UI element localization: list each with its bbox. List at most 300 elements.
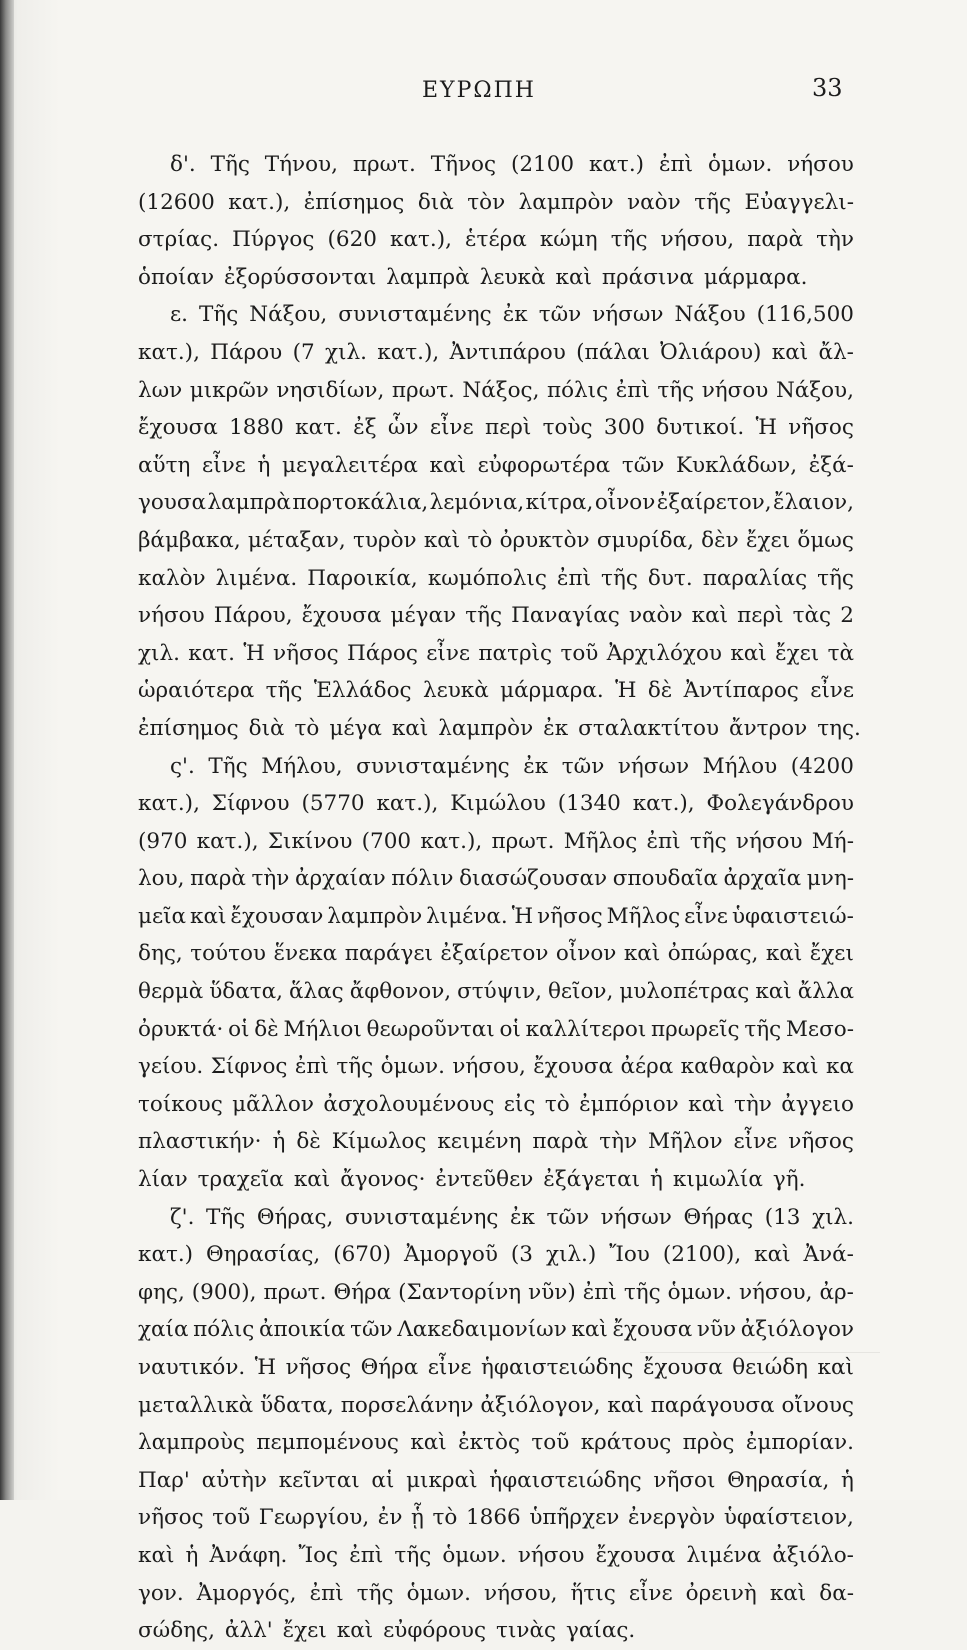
word: κατ.), — [632, 791, 695, 817]
word: μεγαλειτέρα — [282, 452, 418, 478]
word: ἐπὶ — [658, 152, 694, 177]
word: ἐξορύσσονται — [224, 264, 377, 290]
word: καὶ — [336, 1618, 374, 1644]
word: μέγα — [329, 715, 382, 741]
word: δὲ — [647, 678, 673, 704]
word: τοίκους — [138, 1091, 223, 1117]
text-line — [138, 710, 861, 748]
word: τὴν — [816, 227, 854, 253]
word: λαμπρὰ — [386, 264, 470, 290]
word: ὁμων. — [380, 1054, 445, 1080]
text-line — [138, 898, 854, 936]
word: παραλίας — [702, 565, 808, 591]
word: καὶ — [293, 1167, 331, 1193]
word: Κίμωλος — [331, 1129, 427, 1155]
word: πορτοκάλια, — [292, 490, 429, 516]
word: καὶ — [138, 1542, 175, 1568]
word: Ἡ — [755, 415, 777, 441]
word: κατ.), — [138, 339, 200, 365]
word: Ὀλιάρου) — [660, 339, 762, 365]
bleed-through-shadow — [640, 1352, 880, 1393]
word: ἐπὶ — [349, 1542, 384, 1568]
word: Νάξου, — [249, 302, 328, 328]
word: ἔχει — [745, 527, 791, 553]
text-line — [138, 522, 854, 560]
word: νήσου — [701, 377, 769, 403]
word: νῦν — [696, 1317, 737, 1343]
word: τοὺς — [542, 415, 593, 441]
word: τῶν — [561, 753, 605, 779]
word: ὀρεινὴ — [685, 1580, 757, 1606]
word: ἑτέρα — [465, 227, 527, 253]
word: γουσα — [138, 490, 207, 516]
word: νήσου, — [738, 1279, 813, 1305]
word: τούτου — [190, 941, 267, 967]
word: ᾗ — [411, 1505, 424, 1531]
word: Ἑλλάδος — [313, 678, 412, 704]
page-header — [0, 72, 967, 112]
word: κατ.), — [138, 791, 200, 817]
word: νῆσος — [788, 415, 854, 441]
text-line — [138, 447, 854, 485]
word: Τῆς — [208, 753, 248, 779]
word: ὀπώρας, — [667, 941, 759, 967]
word: οἱ — [499, 1016, 521, 1042]
text-line — [138, 484, 854, 522]
word: (2100 — [510, 152, 575, 177]
word: ἀρχαίαν — [294, 866, 386, 892]
word: Τῆς — [210, 152, 250, 177]
word: νήσου, — [452, 1054, 526, 1080]
word: Ἀνά- — [803, 1242, 854, 1268]
word: ἐπίσημος — [303, 189, 405, 215]
word: καὶ — [691, 603, 729, 629]
word: Θηρασίας, — [206, 1242, 321, 1268]
word: πεμπομένους — [256, 1430, 399, 1456]
word: παράγει — [344, 941, 433, 967]
word: λαμπρὰ — [207, 490, 291, 516]
word: καὶ — [782, 1054, 819, 1080]
word: σπουδαῖα — [612, 866, 718, 892]
word: χιλ.) — [545, 1242, 597, 1268]
text-line — [138, 1123, 854, 1161]
word: νήσου — [138, 603, 205, 629]
word: καλλίτεροι — [525, 1016, 647, 1042]
text-line — [138, 1575, 854, 1613]
word: ς'. — [170, 753, 195, 779]
word: ζ'. — [170, 1204, 195, 1230]
word: δα- — [819, 1580, 854, 1606]
word: μικρῶν — [189, 377, 269, 403]
word: νῆσος — [273, 640, 339, 666]
word: πλαστικήν· — [138, 1129, 262, 1155]
word: της. — [817, 715, 861, 741]
word: εὐφόρους — [383, 1618, 487, 1644]
word: πρωτ. — [391, 377, 455, 403]
word: (670) — [333, 1242, 392, 1268]
word: τῆς — [689, 828, 727, 854]
word: τραχεῖα — [197, 1167, 284, 1193]
word: διὰ — [417, 189, 454, 215]
word: χιλ. — [325, 339, 367, 365]
word: τὸ — [294, 715, 320, 741]
word: ἔλαιον, — [773, 490, 854, 516]
word: (700 — [361, 828, 412, 854]
word: (Σαντορίνη — [398, 1279, 522, 1305]
text-line — [138, 1424, 854, 1462]
word: ἡ — [257, 452, 271, 478]
word: οἶνον — [555, 941, 617, 967]
word: ἀλλ' — [224, 1618, 273, 1644]
word: κατ.), — [390, 227, 452, 253]
word: τῶν — [538, 302, 582, 328]
word: ὡραιότερα — [138, 678, 255, 704]
word: νῦν) — [528, 1279, 576, 1305]
word: ὑφαίστειον, — [723, 1505, 854, 1531]
word: Ἴου — [609, 1242, 650, 1268]
word: λιμένα — [686, 1542, 762, 1568]
word: χιλ. — [812, 1204, 854, 1230]
word: (116,500 — [756, 302, 854, 328]
word: ἔχουσα — [642, 1355, 723, 1380]
word: δὲ — [254, 1016, 279, 1042]
word: (πάλαι — [576, 339, 650, 365]
word: τῆς — [601, 565, 638, 591]
word: κίτρα, — [525, 490, 594, 516]
word: διὰ — [248, 715, 285, 741]
word: νήσου — [517, 1542, 585, 1568]
word: πατρὶς — [478, 640, 553, 666]
word: κώμη — [539, 227, 598, 253]
text-line — [138, 372, 854, 410]
word: λαμπροὺς — [138, 1430, 245, 1456]
word: τοῦ — [212, 1505, 251, 1531]
word: εἶνε — [733, 1129, 778, 1155]
word: τινὰς — [496, 1618, 557, 1644]
word: κωμόπολις — [427, 565, 547, 591]
word: πρωτ. — [352, 152, 416, 177]
word: σμυρίδα, — [596, 527, 694, 553]
word: (620 — [327, 227, 377, 253]
word: τῆς — [336, 1054, 374, 1080]
text-line — [138, 1086, 854, 1124]
word: Παροικία, — [307, 565, 418, 591]
word: καὶ — [410, 1430, 447, 1456]
word: παρὰ — [190, 866, 246, 892]
word: ἕνεκα — [273, 941, 338, 967]
word: (1340 — [557, 791, 621, 817]
word: κειμένη — [437, 1129, 522, 1155]
word: νήσου — [735, 828, 803, 854]
word: 1866 — [466, 1505, 521, 1531]
word: νήσων — [600, 1204, 672, 1230]
word: ναυτικόν. — [138, 1355, 246, 1380]
word: ἐνεργὸν — [627, 1505, 716, 1531]
word: μέταξαν, — [247, 527, 346, 553]
word: ἐξαίρετον — [440, 941, 549, 967]
word: Πάρος — [347, 640, 418, 666]
word: θερμὰ — [138, 979, 204, 1005]
word: ἔχει — [809, 941, 854, 967]
word: πόλιν — [391, 866, 454, 892]
word: κατ.) — [588, 152, 645, 177]
word: Παρ' — [138, 1467, 190, 1493]
word: ὀρυκτά· — [138, 1016, 224, 1042]
word: (13 — [764, 1204, 801, 1230]
word: ὕδατα, — [209, 979, 283, 1005]
word: νήσου, — [484, 1580, 558, 1606]
word: εὐφορωτέρα — [477, 452, 611, 478]
word: κα — [825, 1054, 854, 1080]
word: ἐξά- — [808, 452, 854, 478]
text-line — [138, 1048, 854, 1086]
word: τῆς — [694, 189, 732, 215]
word: ἐντεῦθεν — [435, 1167, 534, 1193]
word: ἄφθονον, — [349, 979, 452, 1005]
word: ἀσχολουμένους — [323, 1091, 495, 1117]
word: συνισταμένης — [338, 302, 492, 328]
text-line — [138, 1161, 854, 1199]
word: λεμόνια, — [429, 490, 525, 516]
word: τὴν — [251, 866, 290, 892]
word: καὶ — [771, 339, 809, 365]
word: Μήλου — [702, 753, 778, 779]
word: καὶ — [730, 640, 767, 666]
word: τὸ — [467, 527, 493, 553]
word: ἡ — [185, 1542, 199, 1568]
word: πόλις — [546, 377, 609, 403]
word: Παναγίας — [511, 603, 620, 629]
word: Γεωργίου, — [258, 1505, 370, 1531]
word: σώδης, — [138, 1618, 215, 1644]
word: καὶ — [769, 1580, 807, 1606]
word: ἡ — [272, 1129, 286, 1155]
word: ἐκ — [509, 1204, 535, 1230]
word: νῆσοι — [653, 1467, 716, 1493]
word: νῆσος — [537, 903, 603, 929]
word: κατ.), — [228, 189, 291, 215]
word: κιμωλία — [672, 1167, 763, 1193]
word: τῆς — [265, 678, 303, 704]
word: ὀρυκτὸν — [499, 527, 590, 553]
word: καὶ — [391, 715, 429, 741]
word: ἡ — [650, 1167, 663, 1193]
word: ἀέρα — [620, 1054, 674, 1080]
word: 2 — [840, 603, 854, 629]
word: Τήνου, — [264, 152, 338, 177]
word: Κιμώλου — [450, 791, 546, 817]
word: ἀρχαῖα — [723, 866, 802, 892]
word: νήσου — [787, 152, 854, 177]
word: τοῦ — [531, 1430, 570, 1456]
text-line — [138, 935, 854, 973]
word: ἔχουσα — [138, 415, 218, 441]
word: ὑφαιστειώ- — [731, 903, 854, 929]
word: Ἡ — [511, 903, 534, 929]
word: Κυκλάδων, — [675, 452, 798, 478]
word: Σίφνος — [210, 1054, 288, 1080]
text-line — [138, 1612, 854, 1650]
word: γείου. — [138, 1054, 204, 1080]
word: λων — [138, 377, 183, 403]
text-line — [138, 184, 854, 222]
word: ἐκ — [502, 302, 528, 328]
word: ὁμων. — [406, 1580, 471, 1606]
word: Ἀρχιλόχου — [606, 640, 722, 666]
text-line — [138, 1011, 854, 1049]
word: ὁμων. — [667, 1279, 732, 1305]
word: ἐπὶ — [646, 828, 681, 854]
word: εἶνε — [427, 1355, 472, 1380]
word: ἔχουσα — [533, 1054, 614, 1080]
word: μικραὶ — [406, 1467, 478, 1493]
word: αὕτη — [138, 452, 191, 478]
word: δυτ. — [647, 565, 693, 591]
word: κράτους — [580, 1430, 672, 1456]
word: νῆσος — [138, 1505, 204, 1531]
word: Νάξος, — [462, 377, 540, 403]
word: Τῆς — [205, 1204, 246, 1230]
word: (2100), — [662, 1242, 742, 1268]
word: βάμβακα, — [138, 527, 241, 553]
word: ἡφαιστειώδης — [481, 1355, 634, 1380]
word: Μῆλον — [648, 1129, 723, 1155]
word: κατ. — [188, 640, 235, 666]
word: συνισταμένης — [344, 1204, 499, 1230]
word: ἔχουσα — [301, 603, 382, 629]
word: λίαν — [138, 1167, 188, 1193]
word: ἐξ — [353, 415, 377, 441]
text-line — [138, 409, 854, 447]
word: μέγαν — [390, 603, 457, 629]
word: Σίφνου — [211, 791, 290, 817]
word: καὶ — [754, 1242, 791, 1268]
word: τῆς — [465, 603, 503, 629]
word: οἱ — [228, 1016, 250, 1042]
word: ἄντρον — [729, 715, 808, 741]
word: ἀρ- — [819, 1279, 854, 1305]
word: παράγουσα — [650, 1392, 775, 1418]
word: ἔχουσαν — [230, 903, 324, 929]
word: Σικίνου — [267, 828, 353, 854]
word: μεταλλικὰ — [138, 1392, 254, 1418]
word: κεῖνται — [278, 1467, 360, 1493]
word: στρίας. — [138, 227, 220, 253]
text-line — [138, 672, 854, 710]
text-line — [138, 296, 854, 334]
word: εἶνε — [202, 452, 246, 478]
word: φης, — [138, 1279, 185, 1305]
word: τυρὸν — [352, 527, 417, 553]
word: θειώδη — [732, 1355, 809, 1380]
word: Ἀντίπαρος — [683, 678, 799, 704]
word: νῆσος — [788, 1129, 854, 1155]
word: τὸ — [432, 1505, 458, 1531]
text-line — [138, 748, 854, 786]
word: ἔχει — [775, 640, 820, 666]
word: (5770 — [301, 791, 365, 817]
word: καὶ — [423, 527, 461, 553]
word: μάρμαρα. — [500, 678, 604, 704]
word: καθαρὸν — [680, 1054, 775, 1080]
word: νησιδίων, — [276, 377, 385, 403]
word: νήσων — [592, 302, 664, 328]
word: καὶ — [571, 1317, 608, 1343]
word: γον. — [138, 1580, 184, 1606]
word: δ'. — [170, 152, 196, 177]
word: ἐν — [377, 1505, 403, 1531]
word: Εὐαγγελι- — [744, 189, 854, 215]
word: 300 — [603, 415, 645, 441]
word: πόλις — [193, 1317, 255, 1343]
word: ε. — [170, 302, 188, 328]
word: λιμένα. — [215, 565, 298, 591]
word: ἐκ — [543, 715, 569, 741]
word: Θήρας — [683, 1204, 754, 1230]
word: Ἀνάφη. — [209, 1542, 288, 1568]
text-line — [138, 635, 854, 673]
word: Μήλου, — [261, 753, 343, 779]
word: (7 — [292, 339, 315, 365]
word: Ἡ — [243, 640, 265, 666]
word: ἐκτὸς — [458, 1430, 520, 1456]
word: (970 — [138, 828, 188, 854]
word: Μῆλος — [563, 828, 638, 854]
word: (3 — [510, 1242, 533, 1268]
word: ὑπῆρχεν — [529, 1505, 620, 1531]
word: 1880 — [229, 415, 284, 441]
word: εἰς — [503, 1091, 536, 1117]
word: ἀξιόλογον, — [480, 1392, 601, 1418]
word: παρὰ — [532, 1129, 589, 1155]
word: Μήλιοι — [283, 1016, 362, 1042]
word: λου, — [138, 866, 185, 892]
word: τῶν — [546, 1204, 590, 1230]
word: Μῆλος — [606, 903, 681, 929]
word: θεῖον, — [547, 979, 614, 1005]
text-line — [138, 1499, 854, 1537]
word: τῶν — [350, 1317, 393, 1343]
text-line — [138, 1462, 854, 1500]
text-line — [138, 146, 854, 184]
running-title: ΕΥΡΩΠΗ — [422, 78, 536, 103]
word: τὸν — [467, 189, 506, 215]
word: ὧν — [387, 415, 419, 441]
text-line — [138, 334, 854, 372]
word: τὴν — [733, 1091, 772, 1117]
word: πρωτ. — [263, 1279, 327, 1305]
text-line — [138, 221, 854, 259]
word: πρωτ. — [491, 828, 555, 854]
text-line — [138, 560, 854, 598]
word: λαμπρὸν — [438, 715, 534, 741]
word: Θήρα — [333, 1279, 392, 1305]
word: ἀξιόλο- — [772, 1542, 854, 1568]
word: ἐπὶ — [309, 1580, 344, 1606]
word: δυτικοί. — [656, 415, 745, 441]
word: τὰς — [792, 603, 832, 629]
word: ἐπὶ — [582, 1279, 617, 1305]
word: καὶ — [190, 903, 227, 929]
text-line — [138, 860, 854, 898]
word: εἶνε — [426, 640, 471, 666]
word: νήσου, — [660, 227, 735, 253]
word: Μή- — [811, 828, 854, 854]
word: τῆς — [610, 227, 648, 253]
word: ἀγγειο — [781, 1091, 854, 1117]
word: ἔχει — [282, 1618, 327, 1644]
word: γαίας. — [566, 1618, 636, 1644]
